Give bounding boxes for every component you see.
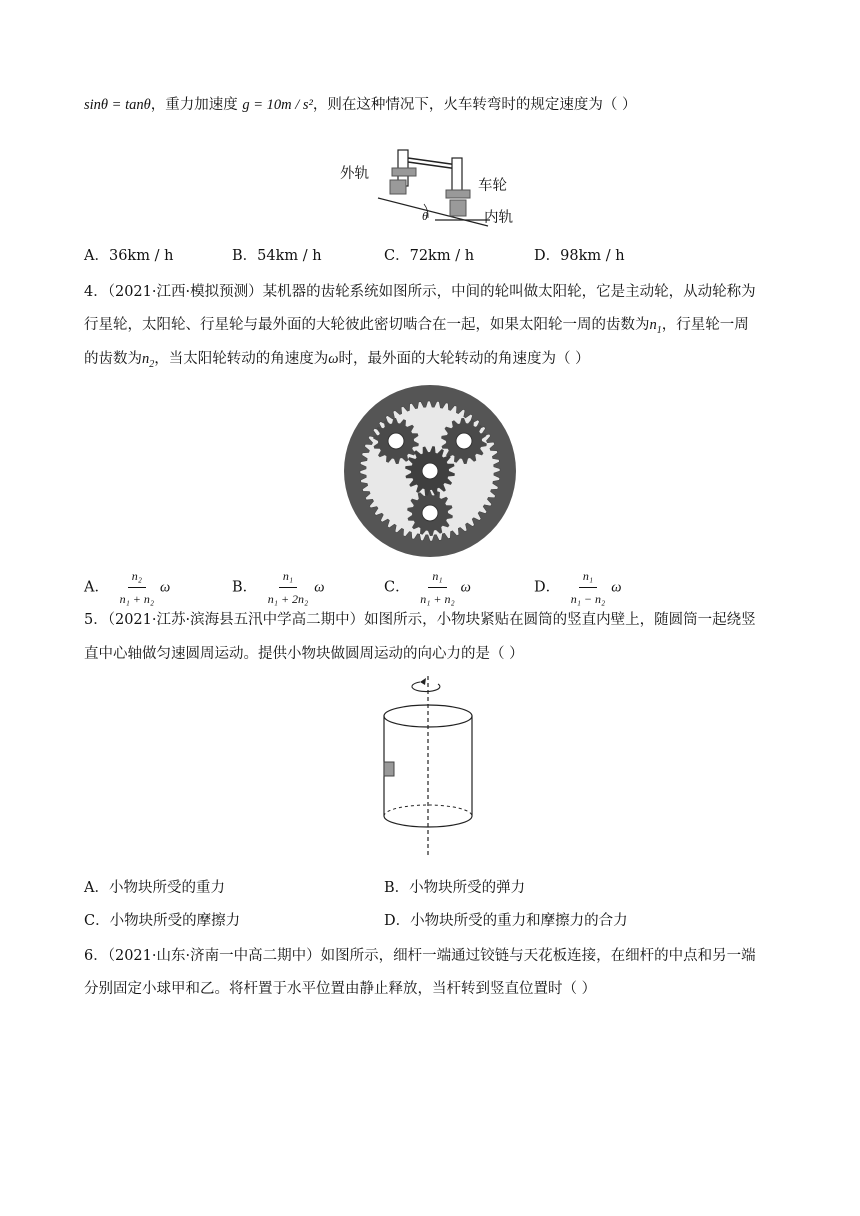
q5-option-c: C．小物块所受的摩擦力 (84, 913, 241, 929)
q3-equation-g: g = 10m / s² (242, 97, 313, 113)
q5-option-b: B．小物块所受的弹力 (384, 880, 526, 896)
q3-label-outer-rail: 外轨 (340, 166, 369, 182)
q3-option-b: B．54km / h (232, 248, 322, 264)
q3-option-c: C．72km / h (384, 248, 475, 264)
q3-equation-sin-tan: sinθ = tanθ (84, 97, 151, 113)
q4-stem-line-2: 行星轮，太阳轮、行星轮与最外面的大轮彼此密切啮合在一起，如果太阳轮一周的齿数为$n_1$，行星轮一周 (84, 317, 749, 336)
q4-gear-figure (343, 384, 517, 558)
q5-stem-line-2: 直中心轴做匀速圆周运动。提供小物块做圆周运动的向心力的是（ ） (84, 646, 524, 662)
planet-gear-hole-1 (388, 433, 404, 449)
q3-label-angle: θ (422, 209, 428, 223)
q5-option-a: A．小物块所受的重力 (84, 880, 225, 896)
q6-stem-line-2: 分别固定小球甲和乙。将杆置于水平位置由静止释放，当杆转到竖直位置时（ ） (84, 981, 597, 997)
planet-gear-hole-3 (422, 505, 438, 521)
sun-gear-hole (422, 463, 438, 479)
q3-stem-tail: ，则在这种情况下，火车转弯时的规定速度为（ ） (312, 97, 637, 113)
planet-gear-hole-2 (456, 433, 472, 449)
q5-option-d: D．小物块所受的重力和摩擦力的合力 (384, 913, 628, 929)
q3-label-inner-rail: 内轨 (484, 210, 513, 226)
q6-stem-line-1: 6．（2021·山东·济南一中高二期中）如图所示，细杆一端通过铰链与天花板连接，在细杆的中点和另一端 (84, 948, 756, 964)
q3-option-d: D．98km / h (534, 248, 625, 264)
q3-label-wheel: 车轮 (478, 178, 507, 194)
q4-stem-line-1: 4．（2021·江西·模拟预测）某机器的齿轮系统如图所示，中间的轮叫做太阳轮，它是主动轮，从动轮称为 (84, 284, 756, 300)
q4-option-a: A． $\frac{\text{n₂}}{\text{n₁ + n₂}}$ ω (84, 566, 170, 609)
q4-stem-line-3: 的齿数为$n_2$，当太阳轮转动的角速度为ω时，最外面的大轮转动的角速度为（ ） (84, 351, 590, 370)
q5-cylinder-figure (378, 674, 478, 860)
q4-option-b: B． $\frac{\text{n₁}}{\text{n₁ + 2n₂}}$ ω (232, 566, 324, 609)
q3-stem-line (84, 95, 636, 115)
q4-option-d: D． $\frac{\text{n₁}}{\text{n₁ − n₂}}$ ω (534, 566, 621, 609)
q3-option-a: A．36km / h (84, 248, 174, 264)
q4-option-c: C． $\frac{\text{n₁}}{\text{n₁ + n₂}}$ ω (384, 566, 471, 609)
q5-stem-line-1: 5．（2021·江苏·滨海县五汛中学高二期中）如图所示，小物块紧贴在圆筒的竖直内壁上，随圆筒一起绕竖 (84, 612, 756, 628)
q3-stem-text: ，重力加速度 (150, 97, 238, 113)
